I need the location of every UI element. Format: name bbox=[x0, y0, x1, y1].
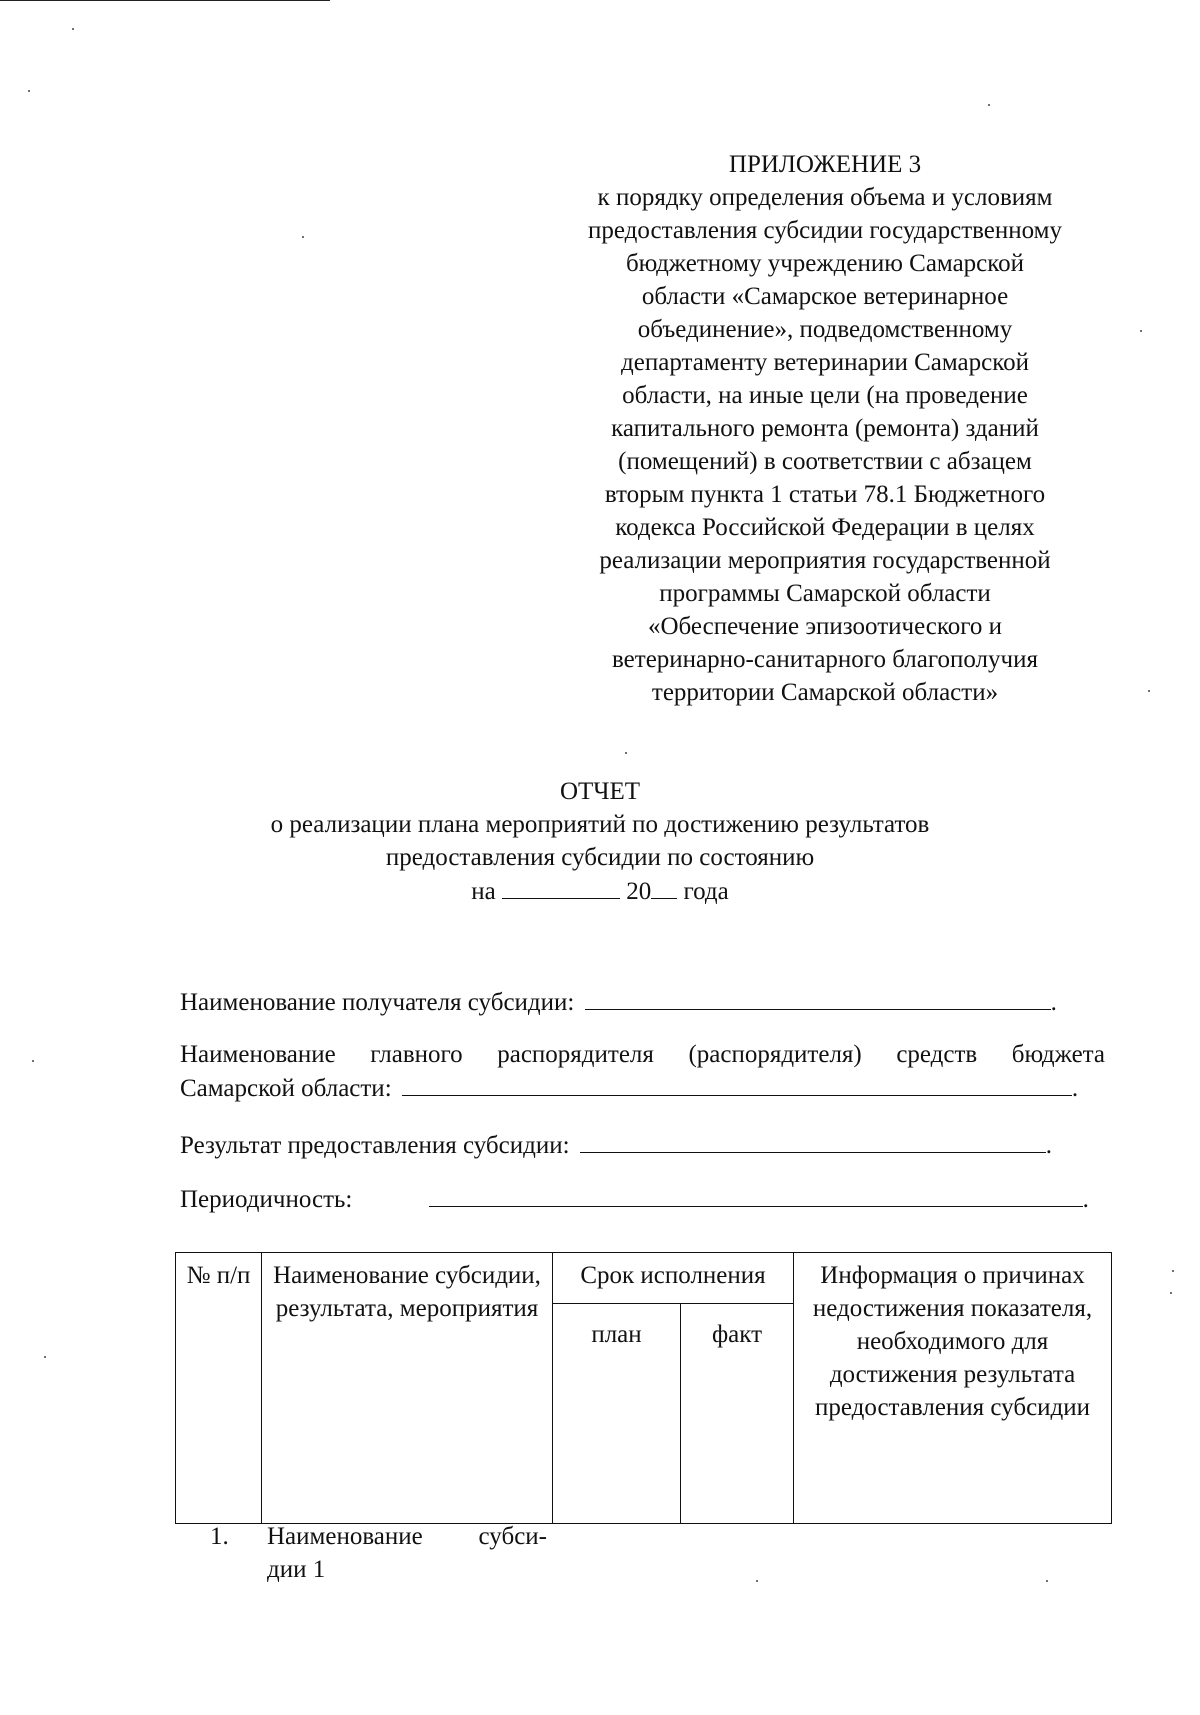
manager-blank[interactable] bbox=[402, 1071, 1072, 1096]
appendix-line: территории Самарской области» bbox=[651, 679, 999, 706]
appendix-line: объединение», подведомственному bbox=[637, 316, 1013, 343]
result-field bbox=[180, 1128, 1052, 1162]
scan-speck bbox=[1170, 1292, 1172, 1294]
row-name-line-2: дии 1 bbox=[267, 1556, 326, 1583]
appendix-title: ПРИЛОЖЕНИЕ 3 bbox=[728, 151, 922, 178]
periodicity-blank[interactable] bbox=[429, 1182, 1083, 1207]
scan-speck bbox=[1140, 330, 1142, 332]
scan-speck bbox=[32, 1060, 34, 1062]
scan-speck bbox=[756, 1580, 758, 1582]
manager-label-word: Наименование bbox=[180, 1041, 336, 1068]
periodicity-field bbox=[180, 1182, 1089, 1216]
col-header-fact: факт bbox=[681, 1304, 794, 1524]
appendix-line: департаменту ветеринарии Самарской bbox=[621, 349, 1029, 376]
appendix-line: к порядку определения объема и условиям bbox=[597, 184, 1053, 211]
scan-speck bbox=[302, 236, 304, 238]
date-blank[interactable] bbox=[502, 874, 620, 899]
appendix-line: кодекса Российской Федерации в целях bbox=[615, 514, 1035, 541]
col-header-info: Информация о причинах недостижения показателя, необходимого для достижения результата предоставления субсидии bbox=[794, 1253, 1112, 1524]
appendix-line: «Обеспечение эпизоотического и bbox=[647, 613, 1003, 640]
row-number: 1. bbox=[210, 1523, 229, 1550]
appendix-line: реализации мероприятия государственной bbox=[599, 547, 1051, 574]
report-title: ОТЧЕТ bbox=[559, 778, 641, 805]
manager-label-word: бюджета bbox=[1011, 1041, 1105, 1068]
report-subtitle-line: предоставления субсидии по состоянию bbox=[385, 844, 815, 871]
appendix-header bbox=[540, 148, 1110, 709]
scan-speck bbox=[28, 90, 30, 92]
report-table bbox=[175, 1252, 1112, 1524]
row-name-word: субси- bbox=[478, 1523, 547, 1550]
scan-speck bbox=[988, 104, 990, 106]
manager-label-continued: Самарской области: bbox=[180, 1075, 392, 1102]
recipient-field bbox=[180, 985, 1057, 1019]
recipient-blank[interactable] bbox=[585, 985, 1051, 1010]
appendix-line: области «Самарское ветеринарное bbox=[641, 283, 1009, 310]
report-date-line bbox=[150, 874, 1050, 908]
col-header-name: Наименование субсидии, результата, мероприятия bbox=[262, 1253, 553, 1524]
appendix-line: вторым пункта 1 статьи 78.1 Бюджетного bbox=[604, 481, 1046, 508]
table-header-row bbox=[176, 1253, 1112, 1304]
col-header-num: № п/п bbox=[176, 1253, 262, 1524]
appendix-line: ветеринарно-санитарного благополучия bbox=[612, 646, 1038, 673]
scan-speck bbox=[1148, 690, 1150, 692]
manager-label-word: распорядителя bbox=[497, 1041, 654, 1068]
scan-speck bbox=[44, 1356, 46, 1358]
periodicity-label: Периодичность: bbox=[180, 1186, 353, 1213]
appendix-line: капитального ремонта (ремонта) зданий bbox=[611, 415, 1039, 442]
end-mark: . bbox=[1045, 1132, 1053, 1159]
row-name-word: Наименование bbox=[267, 1523, 423, 1550]
manager-label-line-2 bbox=[180, 1071, 1105, 1105]
recipient-label: Наименование получателя субсидии: bbox=[180, 989, 575, 1016]
col-header-deadline: Срок исполнения bbox=[553, 1253, 794, 1304]
year-blank[interactable] bbox=[651, 874, 677, 899]
appendix-line: бюджетному учреждению Самарской bbox=[625, 250, 1025, 277]
manager-field bbox=[180, 1038, 1105, 1105]
report-subtitle-line: о реализации плана мероприятий по достижению результатов bbox=[270, 811, 930, 838]
manager-label-word: (распорядителя) bbox=[688, 1041, 862, 1068]
scan-edge-line bbox=[0, 0, 330, 1]
appendix-line: (помещений) в соответствии с абзацем bbox=[618, 448, 1032, 475]
scan-speck bbox=[1046, 1580, 1048, 1582]
date-year: 20 bbox=[626, 878, 652, 905]
manager-label-line bbox=[180, 1038, 1105, 1071]
end-mark: . bbox=[1071, 1075, 1079, 1102]
col-header-plan: план bbox=[553, 1304, 681, 1524]
result-blank[interactable] bbox=[580, 1128, 1046, 1153]
appendix-line: программы Самарской области bbox=[659, 580, 991, 607]
end-mark: . bbox=[1082, 1186, 1089, 1213]
date-suffix: года bbox=[683, 878, 729, 905]
result-label: Результат предоставления субсидии: bbox=[180, 1132, 570, 1159]
scan-speck bbox=[625, 752, 627, 754]
row-name bbox=[267, 1520, 557, 1586]
report-heading bbox=[150, 775, 1050, 908]
scan-speck bbox=[1172, 1270, 1174, 1272]
manager-label-word: средств bbox=[896, 1041, 978, 1068]
end-mark: . bbox=[1050, 989, 1057, 1016]
manager-label-word: главного bbox=[370, 1041, 463, 1068]
date-prefix: на bbox=[471, 878, 496, 905]
appendix-line: предоставления субсидии государственному bbox=[588, 217, 1062, 244]
appendix-line: области, на иные цели (на проведение bbox=[622, 382, 1028, 409]
row-name-line-1 bbox=[267, 1520, 547, 1553]
scan-speck bbox=[72, 28, 74, 30]
